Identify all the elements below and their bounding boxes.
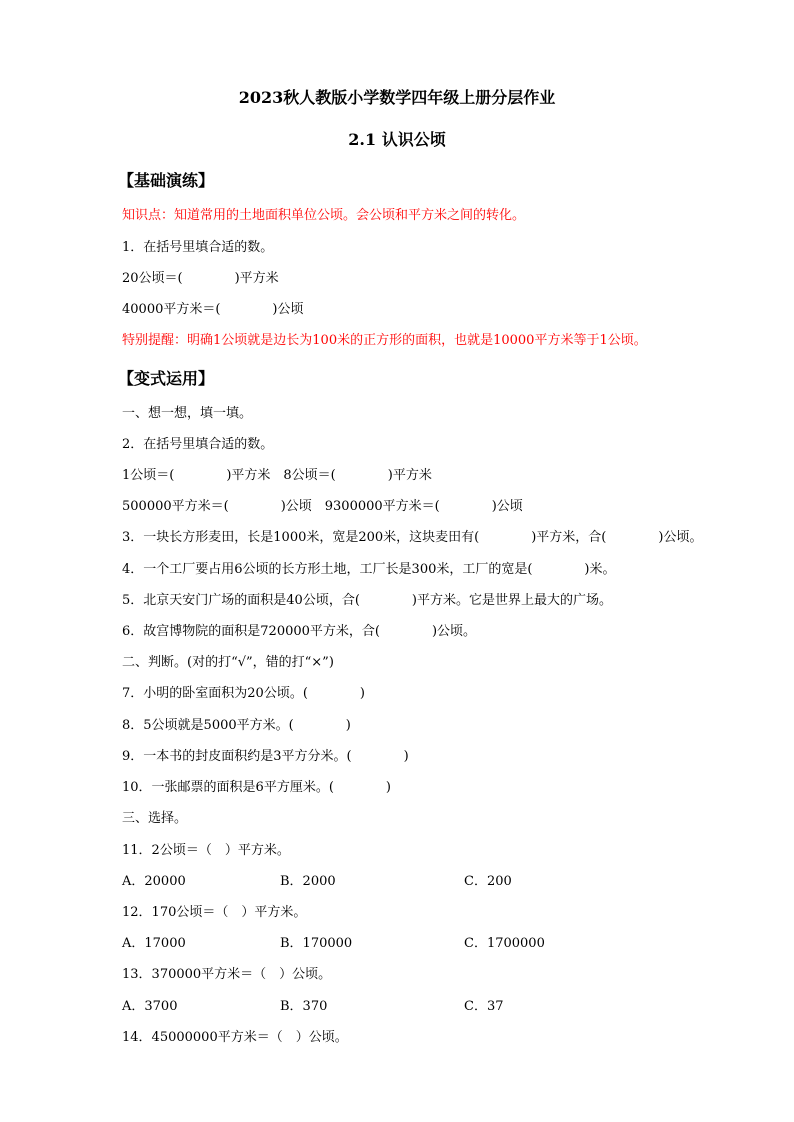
question-1-line-2: 40000平方米＝( )公顷 (122, 302, 304, 317)
special-reminder: 特别提醒：明确1公顷就是边长为100米的正方形的面积，也就是10000平方米等于1公顷。 (122, 333, 647, 348)
question-11-option-a: A．20000 (122, 874, 186, 889)
part-1-heading: 一、想一想，填一填。 (122, 406, 253, 421)
knowledge-point: 知识点：知道常用的土地面积单位公顷。会公顷和平方米之间的转化。 (122, 208, 526, 223)
question-9: 9．一本书的封皮面积约是3平方分米。( ) (122, 749, 409, 764)
question-4: 4．一个工厂要占用6公顷的长方形土地，工厂长是300米，工厂的宽是( )米。 (122, 562, 616, 577)
question-11-option-c: C．200 (464, 874, 512, 889)
question-8: 8．5公顷就是5000平方米。( ) (122, 718, 351, 733)
question-14-stem: 14．45000000平方米＝（ ）公顷。 (122, 1030, 348, 1045)
question-11-option-b: B．2000 (280, 874, 336, 889)
question-12-stem: 12．170公顷＝（ ）平方米。 (122, 905, 307, 920)
document-title: 2023秋人教版小学数学四年级上册分层作业 (238, 88, 556, 107)
question-12-option-c: C．1700000 (464, 936, 545, 951)
part-2-heading: 二、判断。(对的打“√”，错的打“×”) (122, 655, 334, 670)
question-3: 3．一块长方形麦田，长是1000米，宽是200米，这块麦田有( )平方米，合( )公顷。 (122, 530, 703, 545)
section-heading-variation: 【变式运用】 (118, 369, 215, 388)
question-13-option-a: A．3700 (122, 999, 178, 1014)
question-10: 10．一张邮票的面积是6平方厘米。( ) (122, 780, 391, 795)
question-12-option-a: A．17000 (122, 936, 186, 951)
question-13-stem: 13．370000平方米＝（ ）公顷。 (122, 967, 332, 982)
question-6: 6．故宫博物院的面积是720000平方米，合( )公顷。 (122, 624, 477, 639)
document-subtitle: 2.1 认识公顷 (348, 130, 446, 149)
part-3-heading: 三、选择。 (122, 811, 188, 826)
question-13-option-b: B．370 (280, 999, 328, 1014)
question-7: 7．小明的卧室面积为20公顷。( ) (122, 686, 365, 701)
question-1-line-1: 20公顷＝( )平方米 (122, 271, 279, 286)
question-13-option-c: C．37 (464, 999, 504, 1014)
question-2-line-1: 1公顷＝( )平方米 8公顷＝( )平方米 (122, 468, 432, 483)
question-2-stem: 2．在括号里填合适的数。 (122, 437, 274, 452)
question-5: 5．北京天安门广场的面积是40公顷，合( )平方米。它是世界上最大的广场。 (122, 593, 612, 608)
question-12-option-b: B．170000 (280, 936, 353, 951)
section-heading-basic: 【基础演练】 (118, 171, 215, 190)
question-2-line-2: 500000平方米＝( )公顷 9300000平方米＝( )公顷 (122, 499, 523, 514)
question-1-stem: 1．在括号里填合适的数。 (122, 240, 274, 255)
question-11-stem: 11．2公顷＝（ ）平方米。 (122, 843, 290, 858)
